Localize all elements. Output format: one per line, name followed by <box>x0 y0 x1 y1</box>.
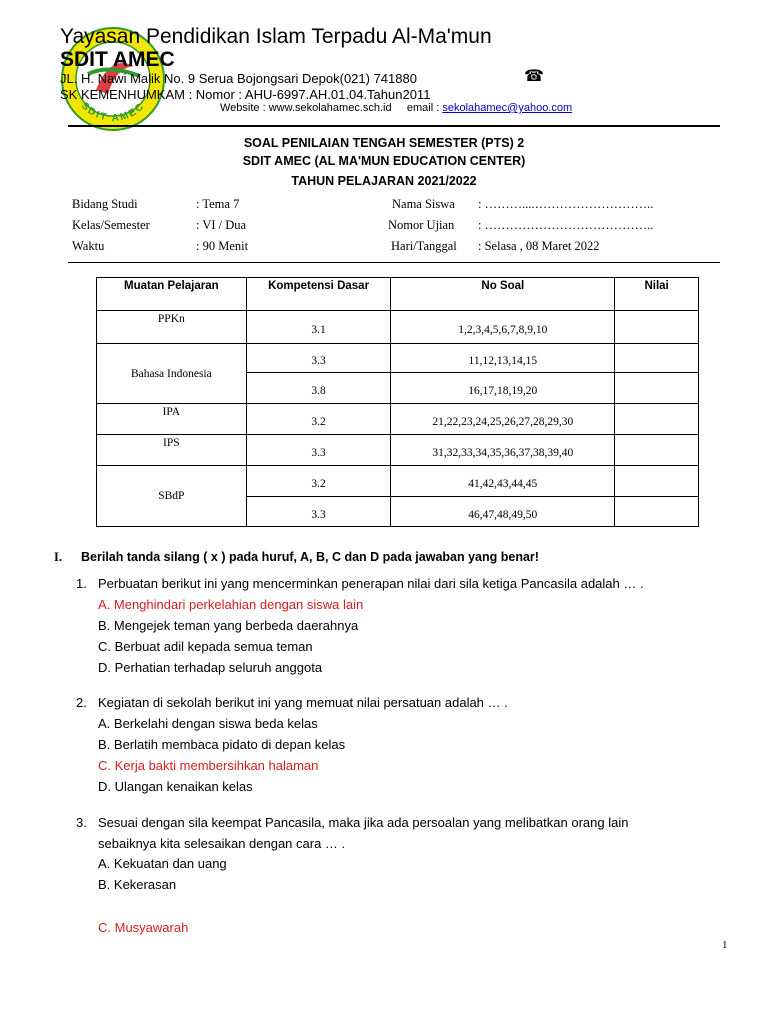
table-header-row <box>97 278 699 311</box>
website-label: Website : <box>220 102 266 114</box>
student-name-label: Nama Siswa <box>392 197 455 211</box>
kd-cell: 3.2 <box>246 466 391 497</box>
exam-title: SOAL PENILAIAN TENGAH SEMESTER (PTS) 2 <box>243 136 525 150</box>
table-row <box>97 404 699 435</box>
answer-option[interactable]: B. Kekerasan <box>98 877 177 892</box>
kd-cell: 3.3 <box>246 435 391 466</box>
table-row <box>97 435 699 466</box>
decree-number: SK KEMENHUMKAM : Nomor : AHU-6997.AH.01.04.Tahun2011 <box>60 87 431 102</box>
question-number: 2. <box>76 695 87 710</box>
answer-option[interactable]: B. Mengejek teman yang berbeda daerahnya <box>98 618 359 633</box>
school-full-name: SDIT AMEC (AL MA'MUN EDUCATION CENTER) <box>242 154 526 168</box>
answer-option[interactable]: C. Musyawarah <box>98 920 189 935</box>
subject-cell: SBdP <box>97 466 247 527</box>
school-name: SDIT AMEC <box>60 48 175 71</box>
question-numbers-cell: 16,17,18,19,20 <box>391 373 615 404</box>
question-numbers-cell: 11,12,13,14,15 <box>391 344 615 373</box>
foundation-name: Yayasan Pendidikan Islam Terpadu Al-Ma'mun <box>60 25 492 48</box>
header-divider <box>68 125 720 127</box>
kd-cell: 3.3 <box>246 344 391 373</box>
table-header: Kompetensi Dasar <box>246 278 391 311</box>
school-address: JL. H. Nawi Malik No. 9 Serua Bojongsari Depok(021) 741880 <box>60 71 417 86</box>
kd-cell: 3.2 <box>246 404 391 435</box>
question-numbers-cell: 31,32,33,34,35,36,37,38,39,40 <box>391 435 615 466</box>
question-numbers-cell: 41,42,43,44,45 <box>391 466 615 497</box>
score-cell[interactable] <box>615 344 699 373</box>
subject-cell: Bahasa Indonesia <box>97 344 247 404</box>
subject-cell: IPS <box>97 435 247 466</box>
answer-option[interactable]: C. Kerja bakti membersihkan halaman <box>98 758 319 773</box>
academic-year: TAHUN PELAJARAN 2021/2022 <box>291 174 477 188</box>
score-cell[interactable] <box>615 435 699 466</box>
logo-text: SDIT AMEC <box>78 100 148 125</box>
kd-cell: 3.8 <box>246 373 391 404</box>
question-numbers-cell: 21,22,23,24,25,26,27,28,29,30 <box>391 404 615 435</box>
answer-option[interactable]: D. Perhatian terhadap seluruh anggota <box>98 660 323 675</box>
table-row <box>97 466 699 497</box>
time-value: : 90 Menit <box>196 239 249 253</box>
contact-line <box>220 101 572 115</box>
class-label: Kelas/Semester <box>72 218 150 232</box>
answer-option[interactable]: C. Berbuat adil kepada semua teman <box>98 639 313 654</box>
page-number: 1 <box>722 939 728 951</box>
section-heading <box>54 549 539 565</box>
answer-option[interactable]: A. Berkelahi dengan siswa beda kelas <box>98 716 318 731</box>
question-text: Perbuatan berikut ini yang mencerminkan penerapan nilai dari sila ketiga Pancasila adalah … . <box>98 576 644 591</box>
exam-number-label: Nomor Ujian <box>388 218 455 232</box>
info-divider <box>68 262 720 263</box>
email-label: email : <box>406 102 440 114</box>
answer-option[interactable]: A. Kekuatan dan uang <box>98 856 227 871</box>
score-cell[interactable] <box>615 497 699 527</box>
subject-cell: PPKn <box>97 311 247 344</box>
question-text: Kegiatan di sekolah berikut ini yang memuat nilai persatuan adalah … . <box>98 695 508 710</box>
website-link[interactable]: www.sekolahamec.sch.id <box>268 102 392 114</box>
answer-option[interactable]: D. Ulangan kenaikan kelas <box>98 779 253 794</box>
table-header: Muatan Pelajaran <box>97 278 247 311</box>
subject-value: : Tema 7 <box>196 197 240 211</box>
section-instruction: Berilah tanda silang ( x ) pada huruf, A, B, C dan D pada jawaban yang benar! <box>81 550 539 564</box>
question-text-continued: sebaiknya kita selesaikan dengan cara … . <box>98 836 346 851</box>
subject-label: Bidang Studi <box>72 197 138 211</box>
question-numbers-cell: 1,2,3,4,5,6,7,8,9,10 <box>391 311 615 344</box>
question-numbers-cell: 46,47,48,49,50 <box>391 497 615 527</box>
telephone-icon: ☎ <box>524 68 544 85</box>
kd-cell: 3.1 <box>246 311 391 344</box>
email-link[interactable]: sekolahamec@yahoo.com <box>442 102 573 114</box>
date-label: Hari/Tanggal <box>391 239 457 253</box>
kd-cell: 3.3 <box>246 497 391 527</box>
score-cell[interactable] <box>615 311 699 344</box>
exam-number-field[interactable]: : ………………………………….. <box>478 218 654 232</box>
score-cell[interactable] <box>615 373 699 404</box>
class-value: : VI / Dua <box>196 218 247 232</box>
subject-cell: IPA <box>97 404 247 435</box>
table-header: Nilai <box>615 278 699 311</box>
table-header: No Soal <box>391 278 615 311</box>
table-row <box>97 311 699 344</box>
date-value: : Selasa , 08 Maret 2022 <box>478 239 600 253</box>
student-name-field[interactable]: : ………....……………………….. <box>478 197 654 211</box>
score-cell[interactable] <box>615 404 699 435</box>
question-number: 1. <box>76 576 87 591</box>
question-distribution-table <box>96 277 699 527</box>
table-row <box>97 344 699 373</box>
section-number: I. <box>54 550 62 564</box>
time-label: Waktu <box>72 239 105 253</box>
score-cell[interactable] <box>615 466 699 497</box>
question-number: 3. <box>76 815 87 830</box>
answer-option[interactable]: A. Menghindari perkelahian dengan siswa lain <box>98 597 364 612</box>
question-text: Sesuai dengan sila keempat Pancasila, maka jika ada persoalan yang melibatkan orang lain <box>98 815 629 830</box>
answer-option[interactable]: B. Berlatih membaca pidato di depan kelas <box>98 737 346 752</box>
